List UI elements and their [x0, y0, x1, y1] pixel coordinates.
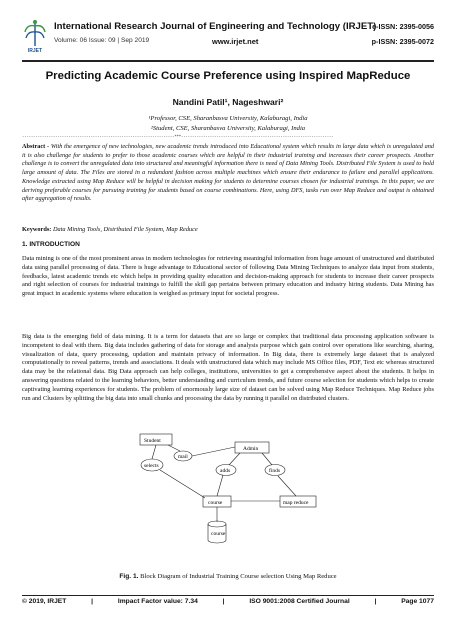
- footer-sep-3: |: [374, 598, 377, 605]
- keywords-text: Data Mining Tools, Distributed File System, Map Reduce: [51, 226, 198, 233]
- irjet-logo-icon: [22, 18, 48, 48]
- student-mail-link: [168, 445, 180, 451]
- abstract-separator: ---------------------------------------------------------------------***---------------------------------------------------------------------: [22, 134, 334, 139]
- journal-website[interactable]: www.irjet.net: [212, 37, 259, 46]
- journal-name: International Research Journal of Engineering and Technology (IRJET): [54, 21, 377, 32]
- adds-course-link: [217, 475, 223, 496]
- eissn: e-ISSN: 2395-0056: [372, 22, 434, 31]
- paper-authors: Nandini Patil¹, Nageshwari²: [172, 97, 284, 107]
- selects-label: selects: [144, 463, 159, 469]
- logo-text: IRJET: [27, 48, 43, 54]
- admin-finds-link: [262, 453, 272, 465]
- selects-course-link: [160, 470, 205, 498]
- paragraph-1: Data mining is one of the most prominent areas in modern technologies for retrieving meaningful information from huge amount of unstructured and distributed data using parallel processing of data. There is huge advantage to Educational sector of following Data Mining Techniques to analyze data input from students, feedbacks, latest academic trends etc which helps in providing quality education and decision-making approach for students to increase their career prospects and right selection of courses for industrial trainings to fulfill the skill gap pertains between primary education and industry hiring students. Data Mining has great impact in academic systems where education is weighed as primary input for societal progress.: [22, 255, 434, 298]
- volume-issue: Volume: 06 Issue: 09 | Sep 2019: [54, 37, 150, 44]
- page-footer: [22, 598, 434, 612]
- paper-title: Predicting Academic Course Preference using Inspired MapReduce: [45, 70, 411, 82]
- header-divider: [22, 60, 434, 62]
- caption-label: Fig. 1.: [119, 573, 139, 580]
- footer-divider: [22, 595, 434, 596]
- footer-iso: ISO 9001:2008 Certified Journal: [249, 598, 350, 605]
- admin-label: Admin: [243, 446, 259, 452]
- figure-caption: [22, 573, 434, 580]
- abstract-text: With the emergence of new technologies, new academic trends introduced into Educational system which results in large data which is unregulated and it is also challenge for students to prefer to those academic courses which are helpful in their industrial training and increases their career prospects. Another challenge is to convert the unregulated data into structured and meaningful information there is need of Data Mining Tools. Distributed File System is used to hold large amount of data. The Files are stored in a redundant fashion across multiple machines which ensure their endurance to failure and parallel applications. Knowledge extracted using Map Reduce will be helpful in decision making for students to determine courses chosen for industrial trainings. In this paper, we are deriving preferable courses for pursuing training for students based on course combinations. Here, using DFS, tasks run over Map Reduce and output is obtained after aggregation of results.: [22, 143, 434, 203]
- student-selects-link: [152, 445, 156, 459]
- finds-mapreduce-link: [278, 476, 296, 496]
- admin-adds-link: [229, 453, 240, 465]
- abstract: [22, 143, 434, 204]
- caption-text: Block Diagram of Industrial Training Course selection Using Map Reduce: [138, 573, 337, 580]
- mail-admin-link: [192, 447, 235, 456]
- paragraph-2: Big data is the emerging field of data mining. It is a term for datasets that are so large or complex that traditional data processing application software is incompetent to deal with them. Big data includes gathering of data for storage and analysis purpose which gain control over operations like searching, sharing, visualization of data, query processing, updation and maintain privacy of information. In Big data, there is extremely large dataset that is analyzed computationally to reveal patterns, trends and associations. It deals with unstructured data which may include MS Office files, PDF, Text etc whereas structured data may be the relational data. Big Data approach can help colleges, institutions, universities to get a comprehensive aspect about the students. It helps in answering questions related to the learning behaviors, better understanding and curriculum trends, and future course selection for students which helps to create captivating learning experiences for students. The problem of enormously large size of dataset can be solved using Map Reduce Techniques. Map Reduce jobs run and Clusters by splitting the big data into small chunks and processing the data by running it parallel on distributed clusters.: [22, 333, 434, 402]
- block-diagram: [110, 432, 350, 562]
- footer-sep-1: |: [91, 598, 94, 605]
- journal-header: [22, 18, 434, 58]
- student-label: Student: [144, 438, 161, 444]
- footer-copyright: © 2019, IRJET: [22, 598, 67, 605]
- section-heading: 1. INTRODUCTION: [22, 241, 80, 248]
- keywords-label: Keywords:: [22, 226, 52, 233]
- course-db-label: course: [211, 531, 226, 537]
- affiliation-1: ¹Professor, CSE, Sharanbasva University, Kalaburagi, India: [148, 115, 308, 122]
- affiliation-2: ²Student, CSE, Sharanbasva University, Kalaburagi, India: [150, 125, 306, 132]
- footer-sep-2: |: [222, 598, 225, 605]
- pissn: p-ISSN: 2395-0072: [371, 37, 434, 46]
- footer-page: Page 1077: [401, 598, 434, 605]
- map-reduce-label: map reduce: [283, 500, 309, 506]
- mail-label: mail: [178, 454, 188, 460]
- course-box-label: course: [208, 500, 223, 506]
- finds-label: finds: [269, 468, 280, 474]
- adds-label: adds: [220, 468, 231, 474]
- footer-impact: Impact Factor value: 7.34: [117, 598, 198, 605]
- keywords: [22, 226, 434, 233]
- abstract-label: Abstract -: [22, 143, 50, 150]
